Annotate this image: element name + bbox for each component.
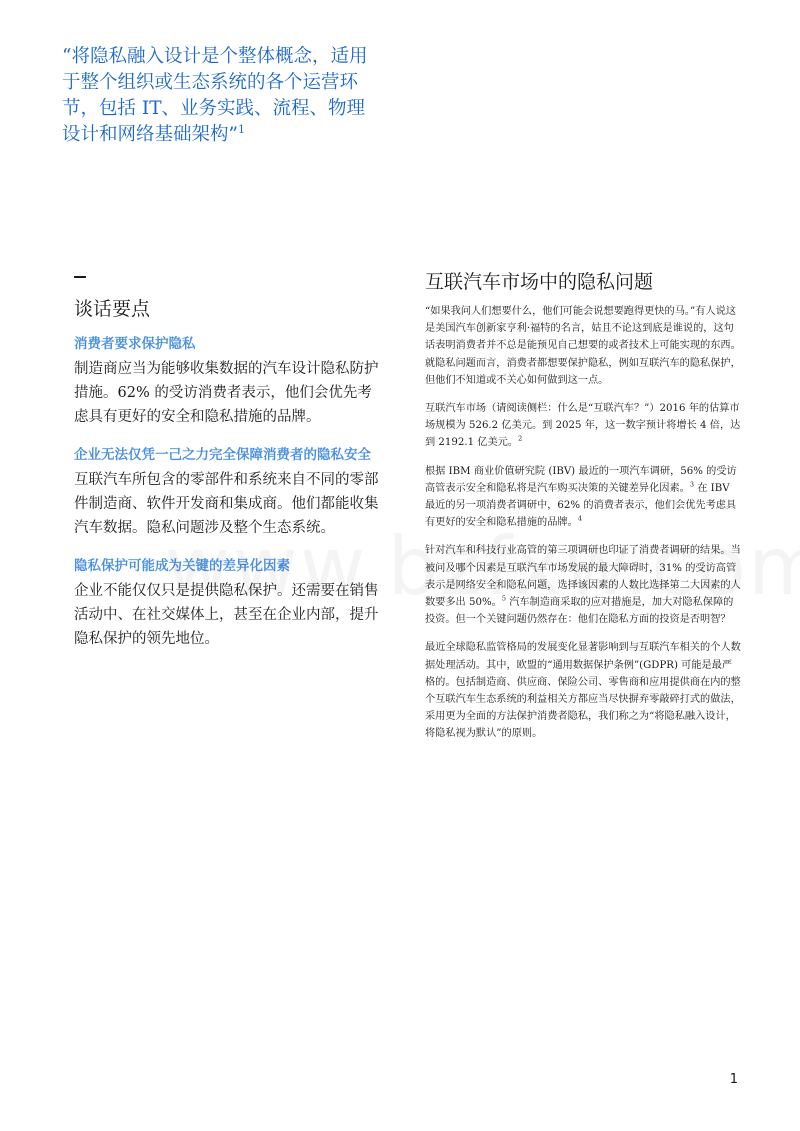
talking-point-heading: 隐私保护可能成为关键的差异化因素 bbox=[74, 558, 290, 574]
paragraph-text: 在 IBV 最近的另一项消费者调研中，62% 的消费者表示，他们会优先考虑具有更好的安全和隐私措施的品牌。 bbox=[425, 482, 737, 529]
talking-point-body: 企业不能仅仅只是提供隐私保护。还需要在销售活动中、在社交媒体上，甚至在企业内部，提升隐私保护的领先地位。 bbox=[74, 583, 379, 647]
section-divider bbox=[74, 276, 86, 278]
paragraph-text: “如果我问人们想要什么，他们可能会说想要跑得更快的马。”有人说这是美国汽车创新家亨利·福特的名言，姑且不论这到底是谁说的，这句话表明消费者并不总是能预见自己想要的或者技术上可能实现的东西。就隐私问题而言，消费者都想要保护隐私，例如互联汽车的隐私保护，但他们不知道或不关心如何做到这一点。 bbox=[425, 306, 741, 386]
talking-point-heading: 消费者要求保护隐私 bbox=[74, 336, 196, 352]
footnote-ref: 5 bbox=[501, 594, 506, 603]
pull-quote-text: “将隐私融入设计是个整体概念，适用于整个组织或生态系统的各个运营环节，包括 IT、业务实践、流程、物理设计和网络基础架构” bbox=[62, 46, 368, 145]
pull-quote-footnote: 1 bbox=[237, 122, 245, 136]
talking-points-list bbox=[74, 334, 382, 667]
market-section-title: 互联汽车市场中的隐私问题 bbox=[425, 271, 654, 293]
footnote-ref: 3 bbox=[689, 480, 695, 489]
pull-quote bbox=[62, 44, 382, 148]
watermark bbox=[165, 520, 800, 613]
paragraph-text: 汽车制造商采取的应对措施是，加大对隐私保障的投资。但一个关键问题仍然存在：他们在隐私方面的投资是否明智？ bbox=[425, 597, 734, 626]
paragraph-text: 最近全球隐私监管格局的发展变化显著影响到与互联汽车相关的个人数据处理活动。其中，欧盟的“通用数据保护条例”(GDPR) 可能是最严格的。包括制造商、供应商、保险公司、零售商和应用提供商在内的整个互联汽车生态系统的利益相关方都应当尽快摒弃零敲碎打式的做法，采用更为全面的方法保护消费者隐私，我们称之为“将隐私融入设计，将隐私视为默认”的原则。 bbox=[425, 642, 741, 740]
talking-point-body: 互联汽车所包含的零部件和系统来自不同的零部件制造商、软件开发商和集成商。他们都能收集汽车数据。隐私问题涉及整个生态系统。 bbox=[74, 472, 379, 536]
body-paragraph bbox=[425, 400, 741, 452]
paragraph-text: 针对汽车和科技行业高管的第三项调研也印证了消费者调研的结果。当被问及哪个因素是互联汽车市场发展的最大障碍时，31% 的受访高管表示是网络安全和隐私问题，选择该因素的人数比选择第二大因素的人数要多出 50%。 bbox=[425, 545, 741, 609]
talking-point-heading: 企业无法仅凭一己之力完全保障消费者的隐私安全 bbox=[74, 447, 371, 463]
paragraph-text: 互联汽车市场（请阅读侧栏：什么是“互联汽车？”）2016 年的估算市场规模为 526.2 亿美元。到 2025 年，这一数字预计将增长 4 倍，达到 2192.1 亿美元。 bbox=[425, 403, 741, 449]
talking-point-body: 制造商应当为能够收集数据的汽车设计隐私防护措施。62% 的受访消费者表示，他们会优先考虑具有更好的安全和隐私措施的品牌。 bbox=[74, 361, 379, 425]
body-paragraph bbox=[425, 639, 741, 742]
footnote-ref: 4 bbox=[577, 514, 582, 523]
page-number: 1 bbox=[729, 1072, 738, 1087]
footnote-ref: 2 bbox=[518, 435, 523, 444]
talking-points-title: 谈话要点 bbox=[74, 298, 151, 320]
body-paragraph bbox=[425, 303, 741, 389]
paragraph-text: 根据 IBM 商业价值研究院 (IBV) 最近的一项汽车调研，56% 的受访高管表示安全和隐私将是汽车购买决策的关键差异化因素。 bbox=[425, 465, 737, 494]
talking-point bbox=[74, 334, 382, 429]
